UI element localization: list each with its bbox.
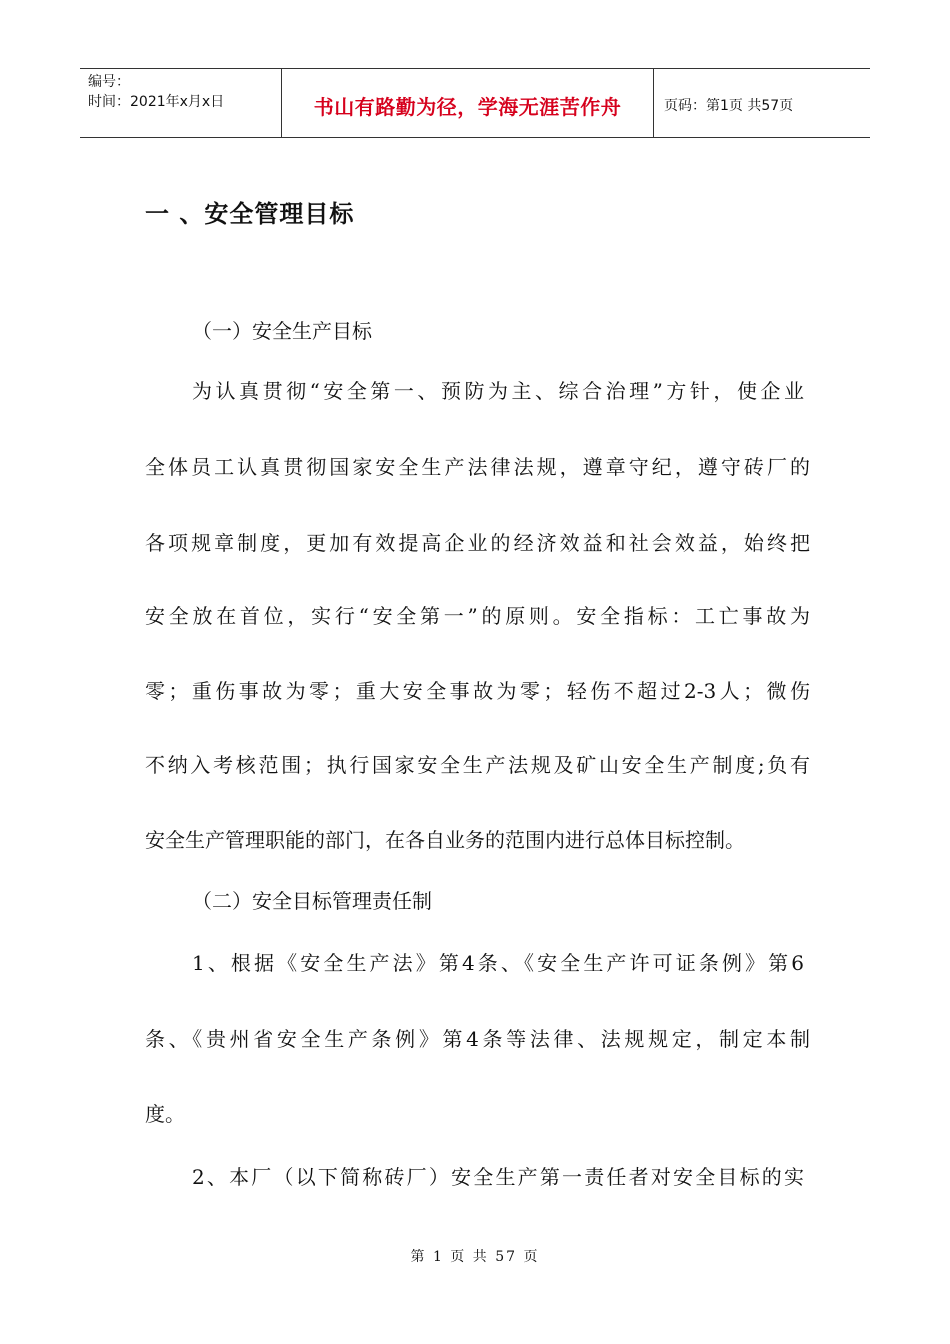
paragraph-line: 安全生产管理职能的部门，在各自业务的范围内进行总体目标控制。 bbox=[145, 828, 745, 852]
subsection-heading-1: （一）安全生产目标 bbox=[192, 319, 372, 343]
header-meta bbox=[80, 69, 282, 137]
header-page-info: 页码：第1页 共57页 bbox=[664, 98, 794, 114]
header-page-cell bbox=[654, 69, 870, 137]
paragraph-line: 安全放在首位，实行“安全第一”的原则。安全指标：工亡事故为 bbox=[145, 604, 810, 628]
paragraph-line: 1、根据《安全生产法》第4条、《安全生产许可证条例》第6 bbox=[192, 951, 804, 975]
paragraph-line: 不纳入考核范围；执行国家安全生产法规及矿山安全生产制度;负有 bbox=[145, 753, 810, 777]
paragraph-line: 全体员工认真贯彻国家安全生产法律法规，遵章守纪，遵守砖厂的 bbox=[145, 455, 810, 479]
paragraph-line: 零；重伤事故为零；重大安全事故为零；轻伤不超过2-3人；微伤 bbox=[145, 679, 810, 703]
header-motto-cell bbox=[282, 69, 654, 137]
paragraph-line: 为认真贯彻“安全第一、预防为主、综合治理”方针，使企业 bbox=[192, 379, 804, 403]
paragraph-line: 2、本厂（以下简称砖厂）安全生产第一责任者对安全目标的实 bbox=[192, 1165, 804, 1189]
subsection-heading-2: （二）安全目标管理责任制 bbox=[192, 889, 432, 913]
paragraph-line: 度。 bbox=[145, 1102, 185, 1126]
doc-date: 时间：2021年x月x日 bbox=[88, 94, 225, 110]
header-motto: 书山有路勤为径，学海无涯苦作舟 bbox=[313, 94, 622, 119]
paragraph-line: 条、《贵州省安全生产条例》第4条等法律、法规规定，制定本制 bbox=[145, 1027, 810, 1051]
page-footer: 第 1 页 共 57 页 bbox=[410, 1249, 540, 1265]
header-table bbox=[80, 68, 870, 138]
doc-number-label: 编号： bbox=[88, 74, 130, 90]
paragraph-line: 各项规章制度，更加有效提高企业的经济效益和社会效益，始终把 bbox=[145, 531, 810, 555]
section-title: 一 、安全管理目标 bbox=[145, 200, 355, 228]
